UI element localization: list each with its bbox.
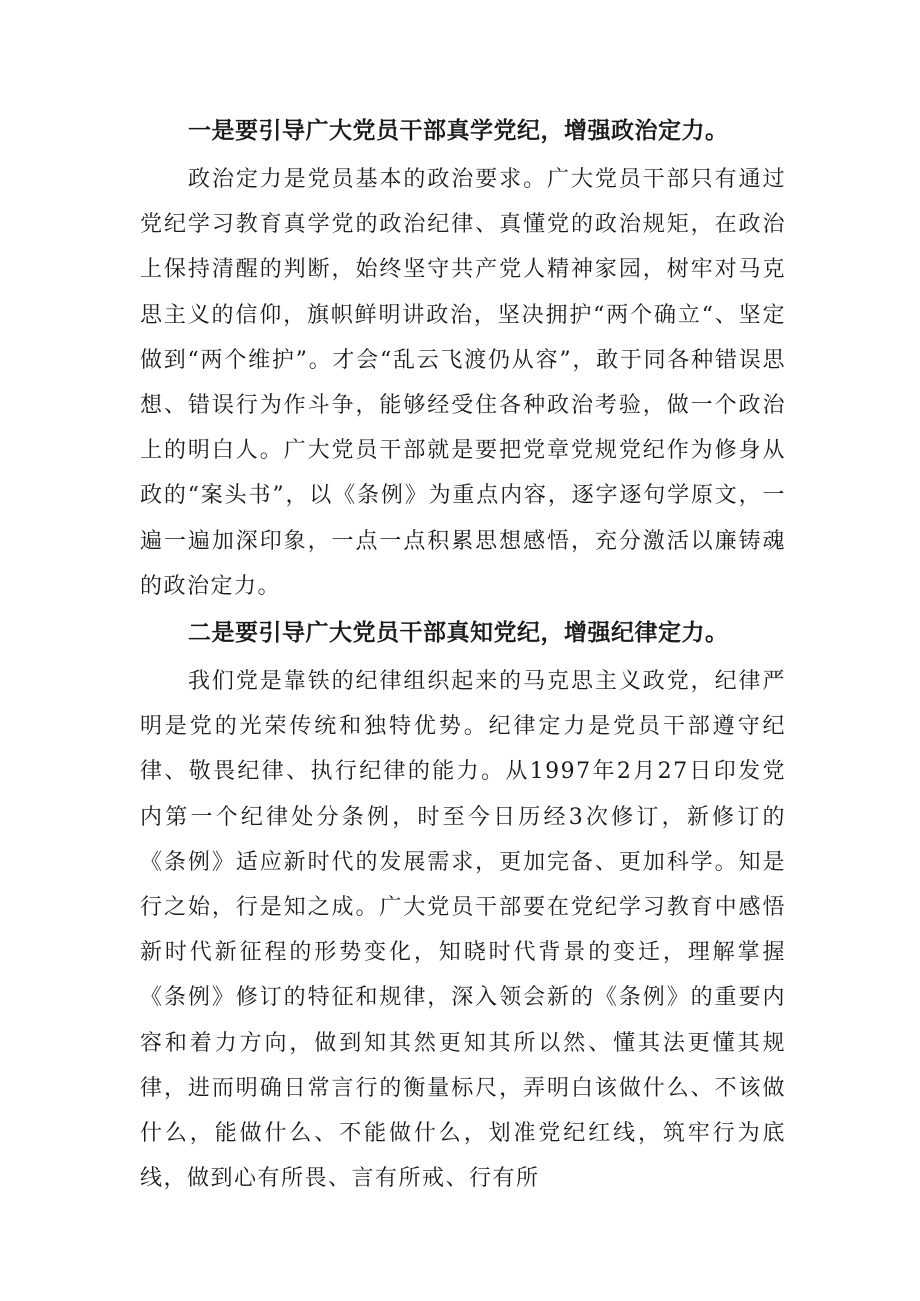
section-heading-2: 二是要引导广大党员干部真知党纪，增强纪律定力。 [188, 620, 729, 647]
document-body [140, 108, 786, 1201]
section-paragraph-2: 我们党是靠铁的纪律组织起来的马克思主义政党，纪律严明是党的光荣传统和独特优势。纪律定力是党员干部遵守纪律、敬畏纪律、执行纪律的能力。从1997年2月27日印发党内第一个纪律处分条例，时至今日历经3次修订，新修订的《条例》适应新时代的发展需求，更加完备、更加科学。知是行之始，行是知之成。广大党员干部要在党纪学习教育中感悟新时代新征程的形势变化，知晓时代背景的变迁，理解掌握《条例》修订的特征和规律，深入领会新的《条例》的重要内容和着力方向，做到知其然更知其所以然、懂其法更懂其规律，进而明确日常言行的衡量标尺，弄明白该做什么、不该做什么，能做什么、不能做什么，划准党纪红线，筑牢行为底线，做到心有所畏、言有所戒、行有所 [140, 669, 786, 1192]
section-heading-1: 一是要引导广大党员干部真学党纪，增强政治定力。 [188, 118, 729, 144]
section-paragraph-1: 政治定力是党员基本的政治要求。广大党员干部只有通过党纪学习教育真学党的政治纪律、真懂党的政治规矩，在政治上保持清醒的判断，始终坚守共产党人精神家园，树牢对马克思主义的信仰，旗帜鲜明讲政治，坚决拥护“两个确立“、坚定做到“两个维护”。才会“乱云飞渡仍从容”，敢于同各种错误思想、错误行为作斗争，能够经受住各种政治考验，做一个政治上的明白人。广大党员干部就是要把党章党规党纪作为修身从政的“案头书”，以《条例》为重点内容，逐字逐句学原文，一遍一遍加深印象，一点一点积累思想感悟，充分激活以廉铸魂的政治定力。 [140, 167, 786, 599]
